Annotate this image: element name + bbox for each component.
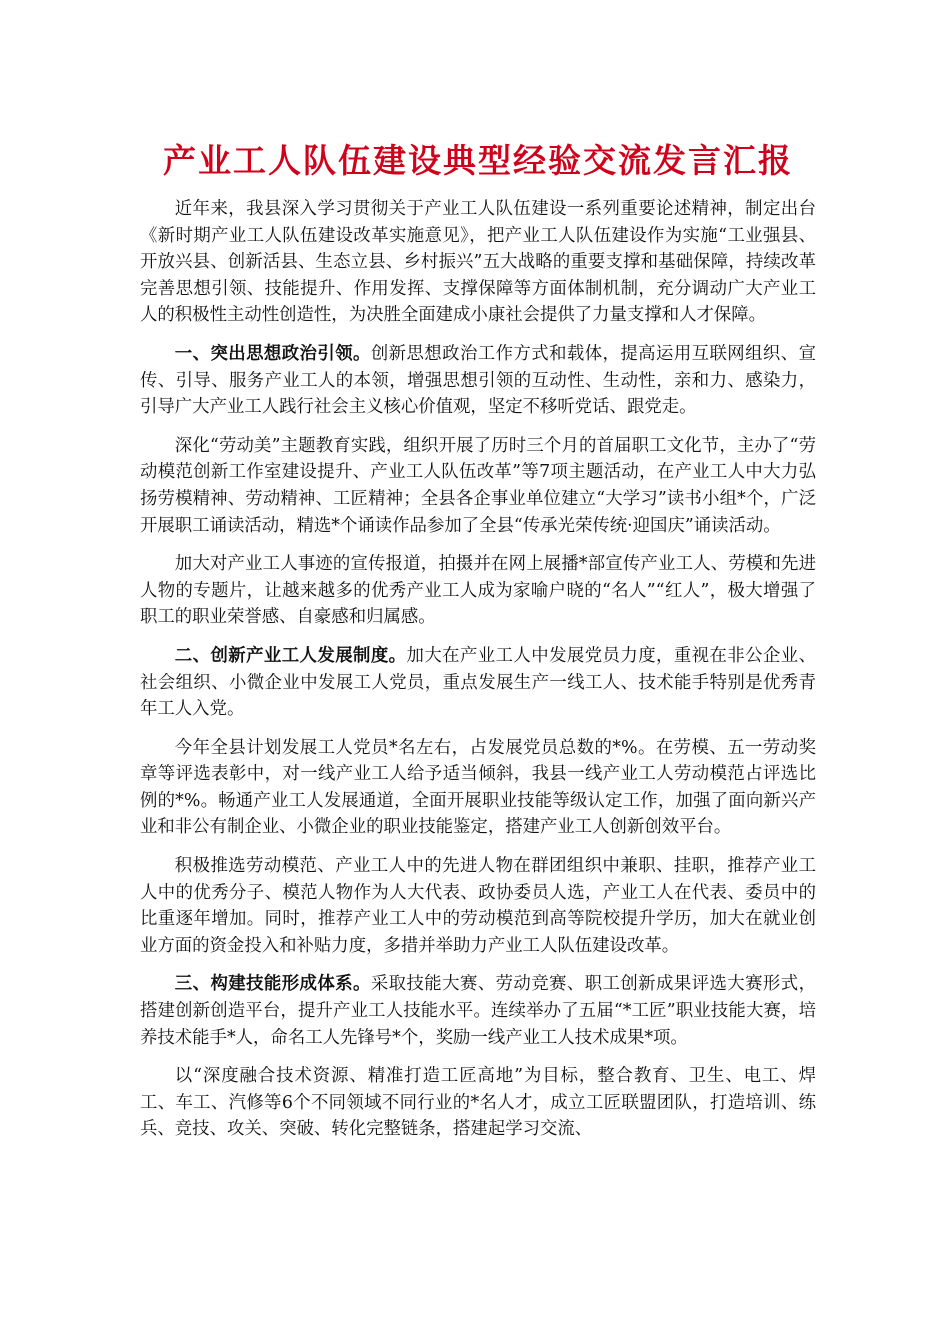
- paragraph-text: 深化“劳动美”主题教育实践，组织开展了历时三个月的首届职工文化节，主办了“劳动模范创新工作室建设提升、产业工人队伍改革”等7项主题活动，在产业工人中大力弘扬劳模精神、劳动精神、工匠精神；全县各企事业单位建立“大学习”读书小组*个，广泛开展职工诵读活动，精选*个诵读作品参加了全县“传承光荣传统·迎国庆”诵读活动。: [140, 435, 816, 536]
- paragraph-text: 近年来，我县深入学习贯彻关于产业工人队伍建设一系列重要论述精神，制定出台《新时期产业工人队伍建设改革实施意见》，把产业工人队伍建设作为实施“工业强县、开放兴县、创新活县、生态立县、乡村振兴”五大战略的重要支撑和基础保障，持续改革完善思想引领、技能提升、作用发挥、支撑保障等方面体制机制，充分调动广大产业工人的积极性主动性创造性，为决胜全面建成小康社会提供了力量支撑和人才保障。: [140, 199, 816, 326]
- paragraph-text: 采取技能大赛、劳动竞赛、职工创新成果评选大赛形式，搭建创新创造平台，提升产业工人技能水平。连续举办了五届“*工匠”职业技能大赛，培养技术能手*人，命名工人先锋号*个，奖励一线产业工人技术成果*项。: [140, 974, 816, 1048]
- body-paragraph: [140, 971, 816, 1051]
- body-paragraph: [140, 433, 816, 539]
- paragraph-text: 积极推选劳动模范、产业工人中的先进人物在群团组织中兼职、挂职，推荐产业工人中的优秀分子、模范人物作为人大代表、政协委员人选，产业工人在代表、委员中的比重逐年增加。同时，推荐产业工人中的劳动模范到高等院校提升学历，加大在就业创业方面的资金投入和补贴力度，多措并举助力产业工人队伍建设改革。: [140, 856, 816, 956]
- document-body: [140, 196, 816, 1143]
- document-title: 产业工人队伍建设典型经验交流发言汇报: [163, 141, 793, 180]
- paragraph-text: 加大在产业工人中发展党员力度，重视在非公企业、社会组织、小微企业中发展工人党员，重点发展生产一线工人、技术能手特别是优秀青年工人入党。: [140, 645, 816, 720]
- paragraph-text: 今年全县计划发展工人党员*名左右，占发展党员总数的*%。在劳模、五一劳动奖章等评选表彰中，对一线产业工人给予适当倾斜，我县一线产业工人劳动模范占评选比例的*%。畅通产业工人发展通道，全面开展职业技能等级认定工作，加强了面向新兴产业和非公有制企业、小微企业的职业技能鉴定，搭建产业工人创新创效平台。: [140, 737, 816, 838]
- body-paragraph: [140, 551, 816, 631]
- paragraph-text: 加大对产业工人事迹的宣传报道，拍摄并在网上展播*部宣传产业工人、劳模和先进人物的专题片，让越来越多的优秀产业工人成为家喻户晓的“名人”“红人”，极大增强了职工的职业荣誉感、自豪感和归属感。: [140, 554, 816, 628]
- section-heading: 一、突出思想政治引领。: [174, 343, 371, 364]
- document-page: [140, 138, 816, 1155]
- body-paragraph: [140, 196, 816, 329]
- body-paragraph: [140, 341, 816, 421]
- body-paragraph: [140, 853, 816, 959]
- paragraph-text: 创新思想政治工作方式和载体，提高运用互联网组织、宣传、引导、服务产业工人的本领，增强思想引领的互动性、生动性，亲和力、感染力，引导广大产业工人践行社会主义核心价值观，坚定不移听党话、跟党走。: [140, 343, 816, 418]
- paragraph-text: 以“深度融合技术资源、精准打造工匠高地”为目标，整合教育、卫生、电工、焊工、车工、汽修等6个不同领域不同行业的*名人才，成立工匠联盟团队，打造培训、练兵、竞技、攻关、突破、转化完整链条，搭建起学习交流、: [140, 1066, 816, 1140]
- body-paragraph: [140, 1063, 816, 1143]
- section-heading: 二、创新产业工人发展制度。: [174, 645, 407, 666]
- body-paragraph: [140, 735, 816, 841]
- body-paragraph: [140, 643, 816, 723]
- section-heading: 三、构建技能形成体系。: [174, 974, 371, 995]
